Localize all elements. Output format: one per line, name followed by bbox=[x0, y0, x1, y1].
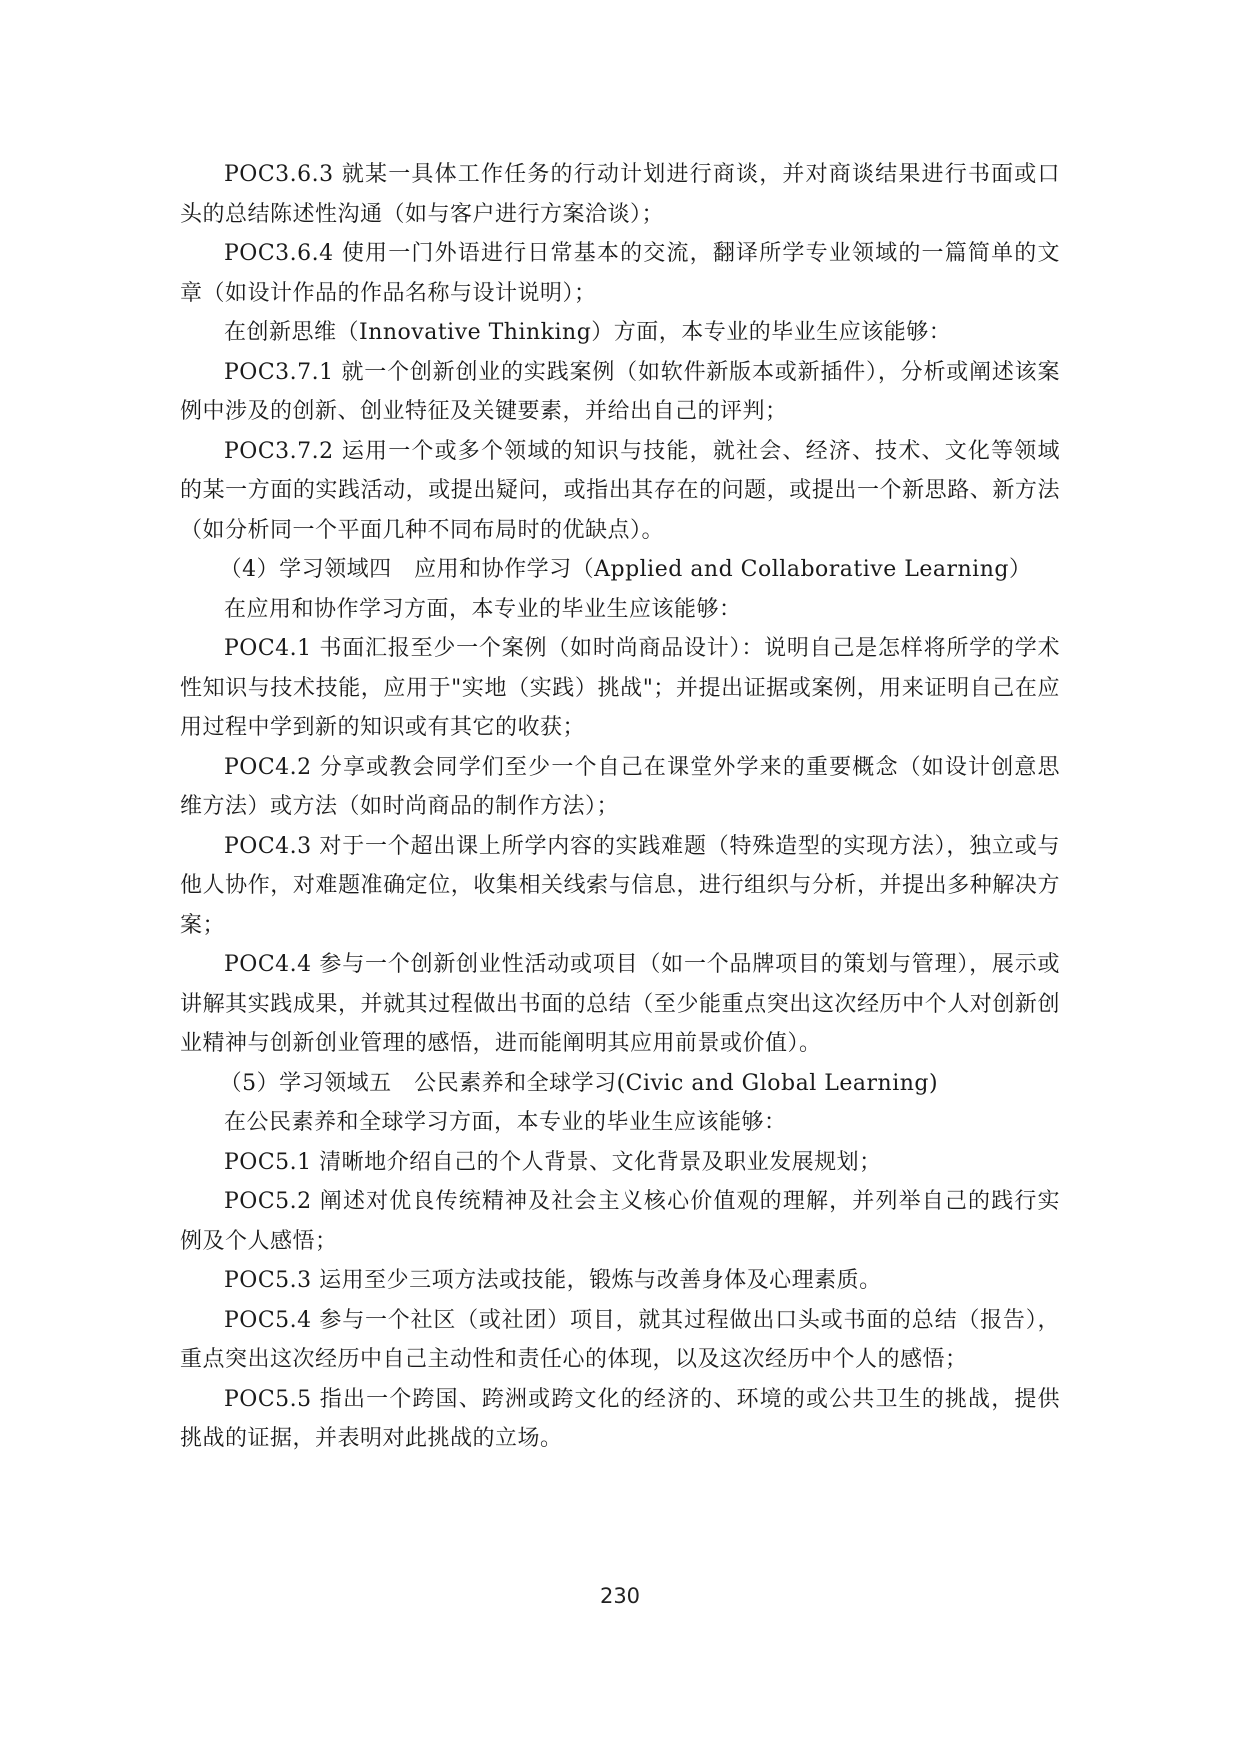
paragraph-innovative-thinking-intro: 在创新思维（Innovative Thinking）方面，本专业的毕业生应该能够： bbox=[224, 320, 952, 345]
page-number: 230 bbox=[599, 1584, 641, 1608]
paragraph-poc4-1: POC4.1 书面汇报至少一个案例（如时尚商品设计）：说明自己是怎样将所学的学术性知识与技术技能，应用于"实地（实践）挑战"；并提出证据或案例，用来证明自己在应用过程中学到新的知识或有其它的收获； bbox=[180, 636, 1060, 740]
paragraph-poc5-3: POC5.3 运用至少三项方法或技能，锻炼与改善身体及心理素质。 bbox=[224, 1268, 882, 1293]
paragraph-poc5-1: POC5.1 清晰地介绍自己的个人背景、文化背景及职业发展规划； bbox=[224, 1149, 882, 1175]
paragraph-poc5-5: POC5.5 指出一个跨国、跨洲或跨文化的经济的、环境的或公共卫生的挑战，提供挑战的证据，并表明对此挑战的立场。 bbox=[180, 1386, 1060, 1451]
section-heading-domain-5: （5）学习领域五 公民素养和全球学习(Civic and Global Learning) bbox=[219, 1070, 939, 1096]
paragraph-poc4-3: POC4.3 对于一个超出课上所学内容的实践难题（特殊造型的实现方法），独立或与他人协作，对难题准确定位，收集相关线索与信息，进行组织与分析，并提出多种解决方案； bbox=[180, 833, 1060, 938]
paragraph-poc3-7-1: POC3.7.1 就一个创新创业的实践案例（如软件新版本或新插件），分析或阐述该案例中涉及的创新、创业特征及关键要素，并给出自己的评判； bbox=[180, 359, 1060, 424]
paragraph-civic-learning-intro: 在公民素养和全球学习方面，本专业的毕业生应该能够： bbox=[224, 1110, 787, 1135]
paragraph-poc4-2: POC4.2 分享或教会同学们至少一个自己在课堂外学来的重要概念（如设计创意思维方法）或方法（如时尚商品的制作方法）； bbox=[180, 754, 1060, 819]
paragraph-poc3-6-4: POC3.6.4 使用一门外语进行日常基本的交流，翻译所学专业领域的一篇简单的文章（如设计作品的作品名称与设计说明）； bbox=[180, 241, 1060, 306]
paragraph-poc5-4: POC5.4 参与一个社区（或社团）项目，就其过程做出口头或书面的总结（报告），重点突出这次经历中自己主动性和责任心的体现，以及这次经历中个人的感悟； bbox=[180, 1307, 1060, 1372]
paragraph-poc5-2: POC5.2 阐述对优良传统精神及社会主义核心价值观的理解，并列举自己的践行实例及个人感悟； bbox=[180, 1189, 1060, 1254]
paragraph-applied-learning-intro: 在应用和协作学习方面，本专业的毕业生应该能够： bbox=[224, 596, 742, 622]
paragraph-poc3-6-3: POC3.6.3 就某一具体工作任务的行动计划进行商谈，并对商谈结果进行书面或口头的总结陈述性沟通（如与客户进行方案洽谈）； bbox=[180, 162, 1060, 227]
paragraph-poc4-4: POC4.4 参与一个创新创业性活动或项目（如一个品牌项目的策划与管理），展示或讲解其实践成果，并就其过程做出书面的总结（至少能重点突出这次经历中个人对创新创业精神与创新创业管理的感悟，进而能阐明其应用前景或价值）。 bbox=[180, 952, 1060, 1056]
paragraph-poc3-7-2: POC3.7.2 运用一个或多个领域的知识与技能，就社会、经济、技术、文化等领域的某一方面的实践活动，或提出疑问，或指出其存在的问题，或提出一个新思路、新方法（如分析同一个平面几种不同布局时的优缺点）。 bbox=[180, 438, 1060, 543]
document-body bbox=[180, 155, 1060, 1459]
section-heading-domain-4: （4）学习领域四 应用和协作学习（Applied and Collaborative Learning） bbox=[219, 557, 1032, 582]
